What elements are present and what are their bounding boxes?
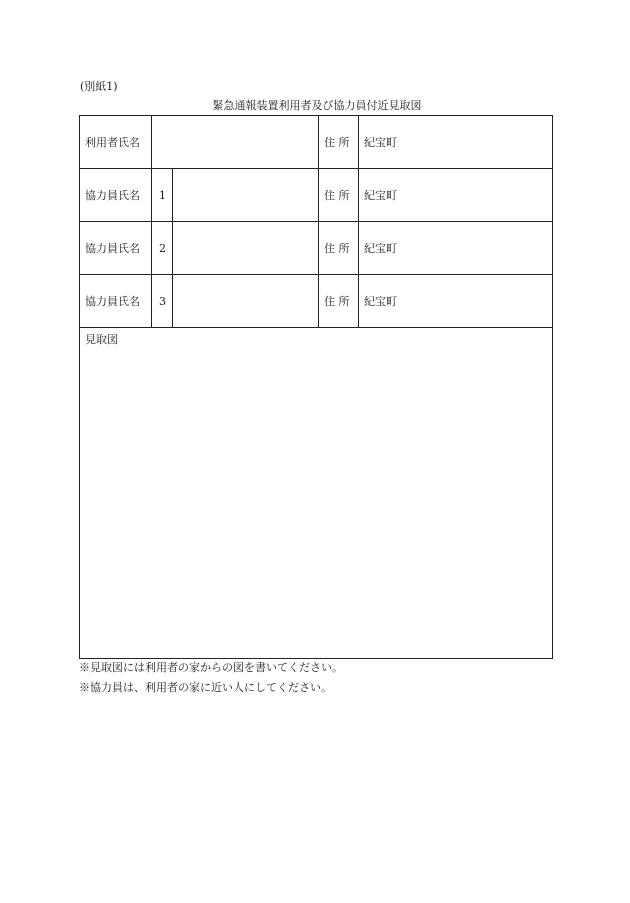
note-cooperator-instruction: ※協力員は、利用者の家に近い人にしてください。	[79, 681, 332, 694]
cooperator-number: 3	[152, 275, 173, 328]
cooperator-address-field[interactable]: 紀宝町	[359, 275, 553, 328]
user-row	[80, 116, 553, 169]
cooperator-address-field[interactable]: 紀宝町	[359, 222, 553, 275]
cooperator-number: 1	[152, 169, 173, 222]
cooperator-address-label: 住 所	[319, 275, 359, 328]
cooperator-name-label: 協力員氏名	[80, 222, 152, 275]
appendix-label: (別紙1)	[80, 80, 118, 93]
user-name-field[interactable]	[152, 116, 319, 169]
user-address-field[interactable]: 紀宝町	[359, 116, 553, 169]
cooperator-address-field[interactable]: 紀宝町	[359, 169, 553, 222]
user-name-label: 利用者氏名	[80, 116, 152, 169]
cooperator-row-2	[80, 222, 553, 275]
map-label: 見取図	[85, 333, 118, 346]
note-map-instruction: ※見取図には利用者の家からの図を書いてください。	[79, 661, 343, 674]
cooperator-name-label: 協力員氏名	[80, 169, 152, 222]
notes	[79, 658, 343, 698]
cooperator-name-field[interactable]	[173, 222, 319, 275]
map-row	[80, 328, 553, 659]
cooperator-row-3	[80, 275, 553, 328]
registration-form-table	[79, 115, 553, 659]
cooperator-address-label: 住 所	[319, 169, 359, 222]
user-address-label: 住 所	[319, 116, 359, 169]
cooperator-name-field[interactable]	[173, 169, 319, 222]
cooperator-number: 2	[152, 222, 173, 275]
cooperator-name-field[interactable]	[173, 275, 319, 328]
cooperator-name-label: 協力員氏名	[80, 275, 152, 328]
cooperator-row-1	[80, 169, 553, 222]
cooperator-address-label: 住 所	[319, 222, 359, 275]
document-title: 緊急通報装置利用者及び協力員付近見取図	[212, 99, 422, 112]
map-area[interactable]	[80, 328, 553, 659]
